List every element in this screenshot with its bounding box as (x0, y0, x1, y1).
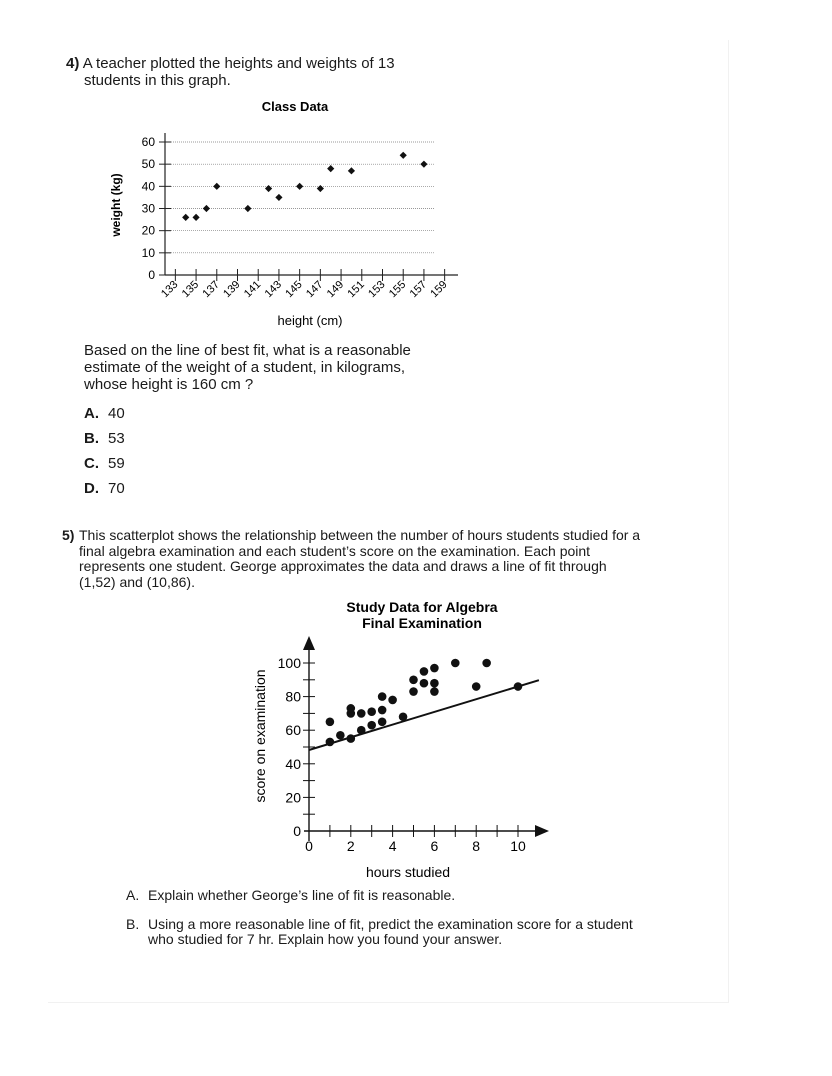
chart1-x-tick-label: 149 (324, 278, 347, 301)
chart2-x-tick-label: 0 (305, 838, 313, 854)
chart2-data-point (420, 679, 429, 688)
chart1-x-tick-label: 137 (200, 278, 222, 301)
part-b-line1: Using a more reasonable line of fit, predict the examination score for a student (148, 915, 633, 932)
question-4-prompt (84, 342, 484, 393)
chart1-y-tick-label: 10 (141, 245, 155, 260)
question-5-line2: final algebra examination and each student’s score on the examination. Each point (79, 542, 591, 559)
chart2-y-tick-label: 40 (285, 755, 301, 772)
chart1-x-tick-label: 153 (366, 278, 388, 301)
chart1-data-point (296, 183, 303, 190)
study-data-chart (245, 596, 565, 886)
chart1-y-tick-label: 60 (141, 135, 155, 149)
chart2-x-tick-label: 8 (472, 838, 481, 854)
question-4-intro-line2: students in this graph. (84, 72, 231, 89)
choice-c-value: 59 (108, 455, 125, 472)
question-4-prompt-line3: whose height is 160 cm ? (84, 376, 254, 393)
chart2-x-tick-label: 4 (388, 838, 397, 854)
chart2-data-point (430, 687, 439, 696)
chart2-data-point (378, 692, 387, 701)
chart2-data-point (388, 696, 397, 705)
chart2-y-axis-label: score on examination (252, 669, 268, 803)
chart1-data-point (275, 194, 282, 201)
chart2-data-point (514, 682, 523, 691)
chart2-x-axis-label: hours studied (365, 864, 451, 880)
question-5-number: 5) (62, 527, 75, 543)
choice-b[interactable] (84, 430, 125, 455)
chart2-x-tick-label: 10 (510, 838, 526, 854)
choice-c-label: C. (84, 455, 99, 472)
chart2-data-point (409, 687, 418, 696)
chart1-data-point (182, 214, 189, 221)
chart2-y-tick-label: 20 (285, 789, 301, 806)
chart2-title-line2: Final Examination (362, 615, 482, 631)
chart2-x-tick-label: 6 (430, 838, 439, 854)
chart1-x-tick-label: 159 (428, 278, 450, 301)
chart1-x-tick-label: 143 (262, 278, 285, 301)
choice-a[interactable] (84, 405, 125, 430)
part-b (126, 917, 726, 948)
chart1-y-tick-label: 0 (148, 268, 155, 282)
chart2-data-point (367, 721, 376, 730)
question-4-prompt-line2: estimate of the weight of a student, in kilograms, (84, 359, 405, 376)
question-4-prompt-line1: Based on the line of best fit, what is a reasonable (84, 342, 411, 359)
part-a-line1: Explain whether George’s line of fit is reasonable. (148, 887, 456, 903)
chart2-title-line1: Study Data for Algebra (346, 599, 498, 615)
chart1-data-point (327, 165, 334, 172)
chart1-y-tick-label: 30 (141, 201, 155, 216)
question-5-line3: represents one student. George approximates the data and draws a line of fit through (79, 558, 607, 574)
choice-a-value: 40 (108, 405, 125, 422)
chart2-y-tick-label: 0 (293, 823, 301, 839)
chart1-data-point (244, 205, 251, 212)
chart1-x-tick-label: 151 (345, 278, 367, 301)
chart1-data-point (420, 161, 427, 168)
chart2-data-point (430, 679, 439, 688)
question-4-number: 4) (66, 55, 80, 72)
chart1-x-tick-label: 141 (241, 278, 264, 301)
chart2-data-point (409, 676, 418, 685)
chart2-data-point (347, 734, 356, 743)
chart2-y-tick-label: 60 (285, 722, 301, 739)
chart2-data-point (357, 726, 366, 735)
question-4-intro (66, 55, 395, 89)
chart1-data-point (348, 167, 355, 174)
chart2-data-point (472, 682, 481, 691)
chart2-y-axis-arrow (303, 636, 315, 650)
question-4-intro-line1: A teacher plotted the heights and weights of 13 (82, 55, 395, 72)
chart2-x-axis-arrow (535, 825, 549, 837)
chart1-data-point (203, 205, 210, 212)
chart2-data-point (482, 659, 491, 668)
question-5-line1: This scatterplot shows the relationship between the number of hours students studied for a (79, 527, 641, 543)
chart2-line-of-fit (309, 680, 539, 750)
part-b-label: B. (126, 915, 140, 932)
chart1-data-point (213, 183, 220, 190)
part-b-line2: who studied for 7 hr. Explain how you found your answer. (148, 931, 503, 947)
choice-d-value: 70 (108, 480, 125, 497)
chart1-title: Class Data (261, 99, 329, 114)
choice-b-value: 53 (108, 430, 125, 447)
part-a (126, 888, 726, 904)
choice-b-label: B. (84, 430, 99, 447)
chart2-data-point (451, 659, 460, 668)
part-a-label: A. (126, 887, 140, 903)
choice-d[interactable] (84, 480, 125, 505)
choice-a-label: A. (84, 405, 99, 422)
chart2-data-point (430, 664, 439, 673)
chart2-y-tick-label: 100 (277, 655, 301, 671)
chart1-y-tick-label: 40 (141, 179, 155, 194)
chart2-data-point (326, 738, 335, 747)
question-5-line4: (1,52) and (10,86). (79, 573, 195, 590)
chart2-data-point (326, 718, 335, 727)
choice-d-label: D. (84, 480, 99, 497)
chart1-y-tick-label: 20 (141, 223, 155, 238)
chart1-x-tick-label: 157 (407, 278, 430, 301)
chart1-y-tick-label: 50 (141, 157, 155, 172)
chart2-data-point (336, 731, 345, 740)
answer-choices (84, 405, 125, 505)
chart1-x-tick-label: 139 (221, 278, 243, 301)
choice-c[interactable] (84, 455, 125, 480)
class-data-chart (100, 95, 480, 335)
question-5-parts (126, 888, 726, 961)
chart1-x-tick-label: 133 (159, 278, 181, 301)
chart2-data-point (347, 704, 356, 713)
chart2-data-point (378, 706, 387, 715)
question-5-intro (62, 528, 742, 590)
chart1-x-tick-label: 155 (386, 278, 409, 301)
chart1-x-axis-label: height (cm) (277, 313, 343, 328)
chart2-data-point (378, 718, 387, 727)
chart1-x-tick-label: 135 (179, 278, 202, 301)
chart1-data-point (400, 152, 407, 159)
chart2-data-point (399, 712, 408, 721)
chart2-data-point (357, 709, 366, 718)
chart1-x-tick-label: 147 (304, 278, 326, 301)
chart1-x-tick-label: 145 (283, 278, 305, 301)
chart2-x-tick-label: 2 (346, 838, 355, 854)
chart2-y-tick-label: 80 (285, 688, 301, 705)
chart1-data-point (192, 214, 199, 221)
chart1-y-axis-label: weight (kg) (109, 173, 123, 237)
chart2-data-point (420, 667, 429, 676)
chart2-data-point (367, 707, 376, 716)
